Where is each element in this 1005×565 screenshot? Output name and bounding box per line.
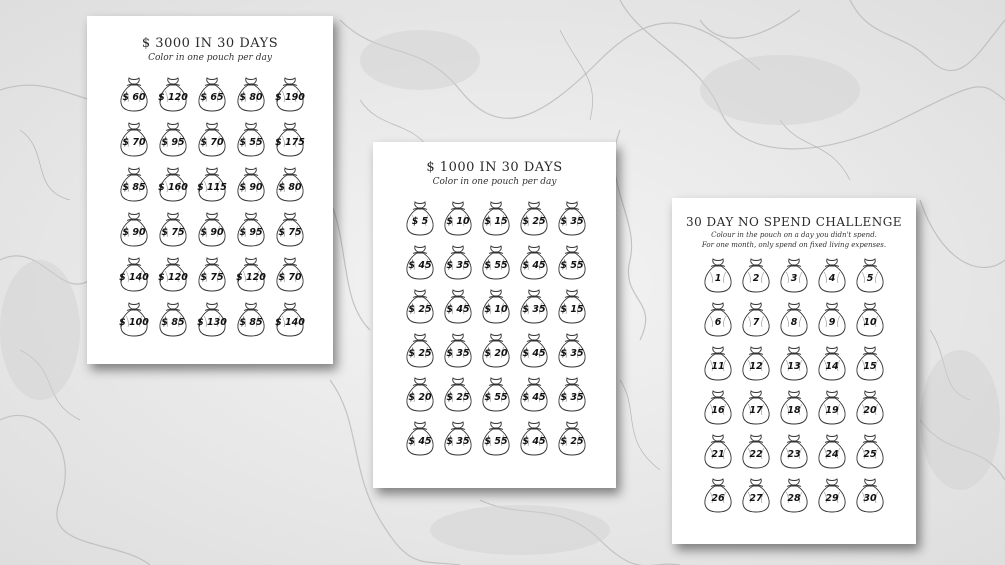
pouch-item [739, 345, 773, 381]
pouch-item [273, 166, 307, 202]
pouch-item [853, 477, 887, 513]
pouch-label: $ 45 [522, 348, 546, 359]
pouch-item [777, 345, 811, 381]
pouch-label: $ 10 [484, 304, 508, 315]
pouch-item [555, 420, 589, 456]
pouch-label: 6 [714, 317, 722, 328]
pouch-item [117, 76, 151, 112]
pouch-item [156, 166, 190, 202]
pouch-item [815, 477, 849, 513]
pouch-label: 27 [749, 493, 763, 504]
pouch-label: $ 85 [161, 317, 185, 328]
pouch-item [117, 121, 151, 157]
pouch-label: $ 80 [239, 92, 263, 103]
pouch-item [853, 433, 887, 469]
pouch-item [517, 200, 551, 236]
pouch-label: $ 175 [275, 137, 305, 148]
pouch-item [479, 200, 513, 236]
pouch-item [156, 121, 190, 157]
pouch-label: $ 90 [200, 227, 224, 238]
pouch-label: $ 85 [122, 182, 146, 193]
pouch-label: 14 [825, 361, 839, 372]
pouch-label: $ 55 [239, 137, 263, 148]
pouch-item [234, 301, 268, 337]
pouch-label: $ 5 [411, 216, 429, 227]
pouch-item [117, 211, 151, 247]
pouch-label: $ 35 [446, 348, 470, 359]
pouch-label: $ 70 [278, 272, 302, 283]
pouch-item [403, 288, 437, 324]
pouch-label: $ 130 [197, 317, 227, 328]
pouch-label: $ 25 [446, 392, 470, 403]
pouch-item [517, 244, 551, 280]
pouch-label: $ 95 [239, 227, 263, 238]
pouch-grid [117, 76, 307, 337]
pouch-item [815, 257, 849, 293]
pouch-label: $ 85 [239, 317, 263, 328]
pouch-item [156, 301, 190, 337]
pouch-label: $ 95 [161, 137, 185, 148]
pouch-label: $ 25 [522, 216, 546, 227]
pouch-item [441, 420, 475, 456]
sheet-subtitle: Color in one pouch per day [432, 177, 557, 187]
pouch-label: 23 [787, 449, 801, 460]
pouch-item [815, 345, 849, 381]
pouch-item [441, 332, 475, 368]
pouch-item [441, 288, 475, 324]
pouch-label: $ 35 [560, 216, 584, 227]
pouch-label: $ 115 [197, 182, 227, 193]
sheet-subtitle: Colour in the pouch on a day you didn't spend. [711, 231, 877, 239]
pouch-label: 29 [825, 493, 839, 504]
pouch-item [479, 244, 513, 280]
pouch-label: 8 [790, 317, 798, 328]
pouch-label: 13 [787, 361, 801, 372]
pouch-item [739, 301, 773, 337]
pouch-label: 30 [863, 493, 877, 504]
pouch-item [156, 211, 190, 247]
pouch-label: $ 75 [200, 272, 224, 283]
pouch-label: $ 120 [158, 272, 188, 283]
pouch-label: 5 [866, 273, 874, 284]
pouch-label: 24 [825, 449, 839, 460]
pouch-label: 22 [749, 449, 763, 460]
pouch-item [517, 376, 551, 412]
pouch-label: 7 [752, 317, 760, 328]
pouch-label: $ 100 [119, 317, 149, 328]
pouch-label: $ 140 [275, 317, 305, 328]
pouch-label: $ 140 [119, 272, 149, 283]
pouch-label: 20 [863, 405, 877, 416]
sheet-subtitle-line2: For one month, only spend on fixed living expenses. [701, 241, 887, 249]
pouch-item [273, 121, 307, 157]
no-spend-sheet [672, 198, 916, 544]
pouch-label: $ 35 [560, 392, 584, 403]
pouch-item [815, 389, 849, 425]
pouch-label: $ 55 [484, 436, 508, 447]
pouch-label: $ 45 [522, 436, 546, 447]
pouch-item [195, 211, 229, 247]
pouch-label: $ 190 [275, 92, 305, 103]
pouch-label: 10 [863, 317, 877, 328]
pouch-label: $ 120 [158, 92, 188, 103]
savings-sheet-3000 [87, 16, 333, 364]
pouch-item [234, 166, 268, 202]
pouch-label: $ 45 [408, 436, 432, 447]
sheet-title: $ 1000 IN 30 DAYS [426, 160, 563, 175]
pouch-label: 25 [863, 449, 877, 460]
pouch-label: 19 [825, 405, 839, 416]
pouch-item [117, 301, 151, 337]
pouch-item [117, 256, 151, 292]
pouch-label: $ 45 [522, 392, 546, 403]
pouch-item [517, 332, 551, 368]
pouch-label: 2 [752, 273, 760, 284]
pouch-label: $ 45 [522, 260, 546, 271]
pouch-item [777, 433, 811, 469]
pouch-item [479, 420, 513, 456]
pouch-label: $ 55 [484, 392, 508, 403]
pouch-label: 11 [711, 361, 725, 372]
pouch-item [777, 389, 811, 425]
sheet-title: $ 3000 IN 30 DAYS [141, 36, 279, 51]
pouch-label: $ 20 [408, 392, 432, 403]
pouch-item [739, 257, 773, 293]
pouch-item [441, 376, 475, 412]
pouch-label: $ 45 [408, 260, 432, 271]
pouch-item [701, 477, 735, 513]
pouch-item [479, 332, 513, 368]
pouch-item [234, 76, 268, 112]
pouch-item [273, 256, 307, 292]
pouch-label: $ 15 [560, 304, 584, 315]
pouch-grid [403, 200, 589, 456]
savings-sheet-1000 [373, 142, 616, 488]
pouch-item [555, 332, 589, 368]
pouch-item [701, 433, 735, 469]
pouch-item [441, 200, 475, 236]
pouch-label: 17 [749, 405, 763, 416]
pouch-label: $ 120 [236, 272, 266, 283]
pouch-item [479, 288, 513, 324]
pouch-label: $ 65 [200, 92, 224, 103]
pouch-item [517, 420, 551, 456]
pouch-label: 26 [711, 493, 725, 504]
pouch-item [701, 389, 735, 425]
pouch-label: $ 60 [122, 92, 146, 103]
pouch-item [853, 345, 887, 381]
pouch-item [555, 244, 589, 280]
pouch-item [853, 389, 887, 425]
pouch-item [555, 288, 589, 324]
pouch-label: $ 80 [278, 182, 302, 193]
pouch-item [739, 389, 773, 425]
pouch-label: $ 45 [446, 304, 470, 315]
pouch-label: $ 20 [484, 348, 508, 359]
pouch-label: 28 [787, 493, 801, 504]
pouch-item [195, 256, 229, 292]
pouch-label: $ 75 [278, 227, 302, 238]
pouch-label: $ 10 [446, 216, 470, 227]
pouch-item [273, 211, 307, 247]
pouch-item [701, 301, 735, 337]
pouch-label: 12 [749, 361, 763, 372]
pouch-label: $ 35 [522, 304, 546, 315]
pouch-label: 1 [714, 273, 722, 284]
pouch-label: $ 55 [560, 260, 584, 271]
sheet-subtitle: Color in one pouch per day [148, 53, 272, 63]
pouch-item [234, 256, 268, 292]
pouch-item [273, 301, 307, 337]
pouch-item [195, 76, 229, 112]
pouch-item [403, 376, 437, 412]
pouch-item [739, 433, 773, 469]
pouch-item [777, 257, 811, 293]
pouch-label: 18 [787, 405, 801, 416]
pouch-item [701, 257, 735, 293]
pouch-item [273, 76, 307, 112]
pouch-item [777, 301, 811, 337]
pouch-item [156, 76, 190, 112]
pouch-label: $ 25 [408, 348, 432, 359]
pouch-label: 15 [863, 361, 877, 372]
pouch-grid [701, 257, 887, 513]
pouch-label: $ 15 [484, 216, 508, 227]
pouch-label: $ 70 [200, 137, 224, 148]
pouch-item [739, 477, 773, 513]
pouch-label: 9 [828, 317, 836, 328]
pouch-item [403, 200, 437, 236]
pouch-item [555, 200, 589, 236]
pouch-item [234, 211, 268, 247]
pouch-label: $ 35 [446, 436, 470, 447]
pouch-label: 4 [828, 273, 836, 284]
pouch-label: $ 75 [161, 227, 185, 238]
pouch-item [441, 244, 475, 280]
pouch-label: $ 160 [158, 182, 188, 193]
pouch-item [403, 244, 437, 280]
pouch-label: $ 35 [560, 348, 584, 359]
pouch-item [777, 477, 811, 513]
pouch-item [815, 433, 849, 469]
pouch-label: $ 70 [122, 137, 146, 148]
pouch-item [517, 288, 551, 324]
pouch-label: 21 [711, 449, 725, 460]
pouch-label: $ 90 [239, 182, 263, 193]
pouch-item [403, 332, 437, 368]
pouch-label: $ 25 [408, 304, 432, 315]
pouch-item [555, 376, 589, 412]
pouch-item [195, 166, 229, 202]
pouch-item [403, 420, 437, 456]
pouch-item [815, 301, 849, 337]
pouch-label: 16 [711, 405, 725, 416]
pouch-item [479, 376, 513, 412]
pouch-item [195, 301, 229, 337]
pouch-label: $ 90 [122, 227, 146, 238]
pouch-label: $ 25 [560, 436, 584, 447]
pouch-item [195, 121, 229, 157]
pouch-item [234, 121, 268, 157]
pouch-label: $ 55 [484, 260, 508, 271]
pouch-item [156, 256, 190, 292]
pouch-label: 3 [790, 273, 798, 284]
pouch-item [117, 166, 151, 202]
pouch-item [853, 257, 887, 293]
pouch-label: $ 35 [446, 260, 470, 271]
sheet-title: 30 DAY NO SPEND CHALLENGE [685, 215, 903, 229]
pouch-item [853, 301, 887, 337]
pouch-item [701, 345, 735, 381]
